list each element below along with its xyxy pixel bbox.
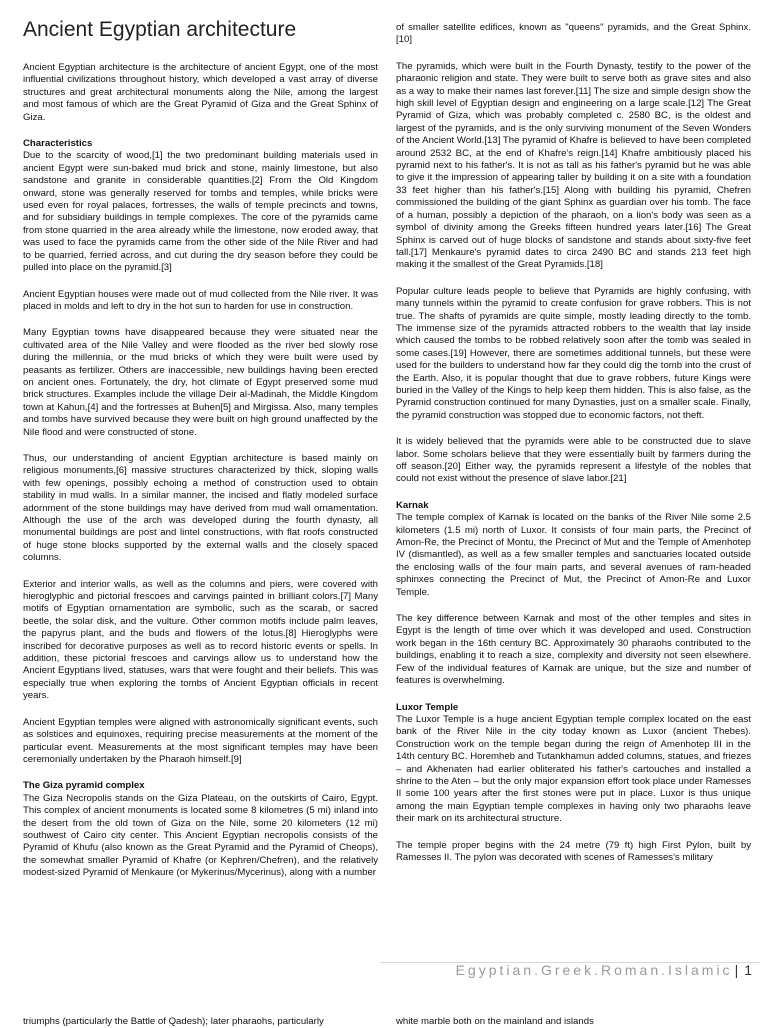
left-heading: The Giza pyramid complex (23, 780, 145, 792)
left-paragraph: Many Egyptian towns have disappeared because they were situated near the cultivated area of the Nile Valley and were flooded as the river bed slowly rose during the millennia, or the mud bricks of which they were built were used by peasants as fertilizer. Others are inaccessible, new buildings having been erected on ancient ones. Fortunately, the dry, hot climate of Egypt preserved some mud brick structures. Examples include the village Deir al-Madinah, the Middle Kingdom town at Kahun,[4] and the fortresses at Buhen[5] and Mirgissa. Also, many temples and tombs have survived because they were built on high ground unaffected by the Nile flood and were constructed of stone. (23, 327, 378, 438)
next-page-text-left: triumphs (particularly the Battle of Qadesh); later pharaohs, particularly (23, 1016, 324, 1027)
left-heading: Characteristics (23, 138, 93, 150)
left-paragraph: Due to the scarcity of wood,[1] the two predominant building materials used in ancient Egypt were sun-baked mud brick and stone, mainly limestone, but also sandstone and granite in considerable quantities.[2] From the Old Kingdom onward, stone was generally reserved for tombs and temples, while bricks were used even for royal palaces, fortresses, the walls of temple precincts and towns, and for subsidiary buildings in temple complexes. The core of the pyramids came from stone quarried in the area already while the limestone, now eroded away, that was used to face the pyramids came from the other side of the Nile River and had to be quarried, ferried across, and cut during the dry season before they could be pulled into place on the pyramid.[3] (23, 150, 378, 274)
left-paragraph: Ancient Egyptian architecture is the architecture of ancient Egypt, one of the most influential civilizations throughout history, which developed a vast array of diverse structures and great architectural monuments along the Nile, among the largest and most famous of which are the Great Pyramid of Giza and the Great Sphinx of Giza. (23, 62, 378, 123)
right-paragraph: The pyramids, which were built in the Fourth Dynasty, testify to the power of the pharaonic religion and state. They were built to serve both as grave sites and also as a way to make their names last forever.[11] The size and simple design show the high skill level of Egyptian design and engineering on a large scale.[12] The Great Pyramid of Giza, which was probably completed c. 2580 BC, is the oldest and largest of the pyramids, and is the only surviving monument of the Seven Wonders of the Ancient World.[13] The pyramid of Khafre is believed to have been completed around 2532 BC, at the end of Khafre's reign.[14] Khafre ambitiously placed his pyramid next to his father's. It is not as tall as his father's pyramid but he was able to give it the impression of appearing taller by building it on a site with a foundation 33 feet higher than his father's.[15] Along with building his pyramid, Chefren commissioned the building of the giant Sphinx as guardian over his tomb. The face of a human, possibly a depiction of the pharaoh, on a lion's body was seen as a symbol of divinity among the Greeks fifteen hundred years later.[16] The Great Sphinx is carved out of huge blocks of sandstone and stands about sixty-five feet tall.[17] Menkaure's pyramid dates to circa 2490 BC and stands 213 feet high making it the smallest of the Great Pyramids.[18] (396, 60, 751, 271)
right-heading: Karnak (396, 499, 429, 511)
next-page-text-right: white marble both on the mainland and islands (396, 1016, 594, 1027)
page-footer (456, 962, 752, 978)
right-paragraph: The Luxor Temple is a huge ancient Egyptian temple complex located on the east bank of the River Nile in the city today known as Luxor (ancient Thebes). Construction work on the temple began during the reign of Amenhotep III in the 14th century BC. Horemheb and Tutankhamun added columns, statues, and friezes – and Akhenaten had earlier obliterated his father's cartouches and installed a shrine to the Aten – but the only major expansion effort took place under Ramesses II some 100 years after the first stones were put in place. Luxor is thus unique among the main Egyptian temple complexes in having only two pharaohs leave their mark on its architectural structure. (396, 713, 751, 825)
right-paragraph: The temple proper begins with the 24 metre (79 ft) high First Pylon, built by Ramesses II. The pylon was decorated with scenes of Ramesses's military (396, 839, 751, 863)
footer-site: Egyptian.Greek.Roman.Islamic (455, 962, 733, 978)
footer-separator: | (734, 962, 739, 978)
right-paragraph: It is widely believed that the pyramids were able to be constructed due to slave labor. Some scholars believe that they were essentially built by farmers during the off season.[20] Either way, the pyramids represent a lifestyle of the nobles that could not exist without the presence of slave labor.[21] (396, 436, 751, 485)
page-number: 1 (744, 962, 752, 978)
right-paragraph: The key difference between Karnak and most of the other temples and sites in Egypt is the length of time over which it was developed and used. Construction work began in the 16th century BC. Approximately 30 pharaohs contributed to the buildings, enabling it to reach a size, complexity and diversity not seen elsewhere. Few of the individual features of Karnak are unique, but the size and number of features is overwhelming. (396, 613, 751, 687)
right-paragraph: The temple complex of Karnak is located on the banks of the River Nile some 2.5 kilometers (1.5 mi) north of Luxor. It consists of four main parts, the Precinct of Amon-Re, the Precinct of Montu, the Precinct of Mut and the Temple of Amenhotep IV (dismantled), as well as a few smaller temples and sanctuaries located outside the enclosing walls of the four main parts, and several avenues of ram-headed sphinxes connecting the Precinct of Mut, the Precinct of Amon-Re and Luxor Temple. (396, 512, 751, 598)
left-paragraph: Thus, our understanding of ancient Egyptian architecture is based mainly on religious monuments,[6] massive structures characterized by thick, sloping walls with few openings, possibly echoing a method of construction used to obtain stability in mud walls. In a similar manner, the incised and flatly modeled surface adornment of the stone buildings may have derived from mud wall ornamentation. Although the use of the arch was developed during the fourth dynasty, all monumental buildings are post and lintel constructions, with flat roofs constructed of huge stone blocks supported by the external walls and the closely spaced columns. (23, 452, 378, 564)
left-paragraph: Exterior and interior walls, as well as the columns and piers, were covered with hieroglyphic and pictorial frescoes and carvings painted in brilliant colors.[7] Many motifs of Egyptian ornamentation are symbolic, such as the scarab, or sacred beetle, the solar disk, and the vulture. Other common motifs include palm leaves, the papyrus plant, and the buds and flowers of the lotus.[8] Hieroglyphs were inscribed for decorative purposes as well as to record historic events or spells. In addition, these pictorial frescoes and carvings allow us to understand how the Ancient Egyptians lived, statuses, wars that were fought and their beliefs. This was especially true when exploring the tombs of Ancient Egyptian officials in recent years. (23, 578, 378, 702)
left-paragraph: Ancient Egyptian houses were made out of mud collected from the Nile river. It was placed in molds and left to dry in the hot sun to harden for use in construction. (23, 288, 378, 312)
right-heading: Luxor Temple (396, 701, 459, 713)
right-column (396, 22, 751, 878)
right-paragraph: Popular culture leads people to believe that Pyramids are highly confusing, with many tunnels within the pyramid to create confusion for grave robbers. This is not true. The shafts of pyramids are quite simple, mostly leading directly to the tomb. The immense size of the pyramids attracted robbers to the wealth that lay inside which caused the tombs to be robbed relatively soon after the tomb was sealed in some cases.[19] However, there are sometimes additional tunnels, but these were used for the builders to understand how far they could dig the tomb into the crust of the Earth. Also, it is popular thought that due to grave robbers, future Kings were buried in the Valley of the Kings to help keep them hidden. This is also false, as the Pyramid construction continued for many Dynasties, just on a smaller scale. Finally, the pyramid construction was stopped due to economic factors, not theft. (396, 285, 751, 421)
right-paragraph: of smaller satellite edifices, known as "queens" pyramids, and the Great Sphinx.[10] (396, 22, 751, 46)
left-column (23, 62, 378, 894)
document-title: Ancient Egyptian architecture (23, 18, 297, 41)
left-paragraph: Ancient Egyptian temples were aligned with astronomically significant events, such as solstices and equinoxes, requiring precise measurements at the moment of the particular event. Measurements at the most significant temples may have been ceremonially undertaken by the Pharaoh himself.[9] (23, 716, 378, 765)
left-paragraph: The Giza Necropolis stands on the Giza Plateau, on the outskirts of Cairo, Egypt. This complex of ancient monuments is located some 8 kilometres (5 mi) inland into the desert from the old town of Giza on the Nile, some 20 kilometers (12 mi) southwest of Cairo city center. This Ancient Egyptian necropolis consists of the Pyramid of Khufu (also known as the Great Pyramid and the Pyramid of Cheops), the somewhat smaller Pyramid of Khafre (or Kephren/Chefren), and the relatively modest-sized Pyramid of Menkaure (or Mykerinus/Mycerinus), along with a number (23, 792, 378, 879)
